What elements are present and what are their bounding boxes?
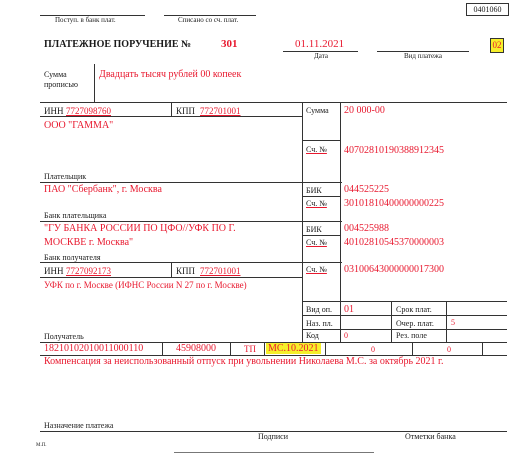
purpose-text: Компенсация за неиспользованный отпуск при увольнении Николаева М.С. за октябрь 2021 г. <box>44 356 444 367</box>
payer-bank-label: Банк плательщика <box>44 211 107 220</box>
column-divider-right <box>340 102 341 342</box>
form-code-box <box>466 3 509 16</box>
payee-bank-acct-label: Сч. № <box>306 238 327 247</box>
payee-bik-line <box>302 235 340 236</box>
payer-label: Плательщик <box>44 172 87 181</box>
oktmo-field[interactable]: 45908000 <box>176 343 216 354</box>
mp-label: М.П. <box>36 443 47 448</box>
payee-name: УФК по г. Москве (ИФНС России N 27 по г. Москве) <box>44 280 247 290</box>
basis-field[interactable]: ТП <box>244 344 256 354</box>
payer-bank-name: ПАО "Сбербанк", г. Москва <box>44 184 162 195</box>
order-label: Очер. плат. <box>396 319 434 328</box>
signatures-label: Подписи <box>258 432 289 441</box>
payee-bank-label: Банк получателя <box>44 253 101 262</box>
document-title: ПЛАТЕЖНОЕ ПОРУЧЕНИЕ № <box>44 39 192 50</box>
sum-row-line <box>302 140 340 141</box>
payee-bank-name-line2: МОСКВЕ г. Москва" <box>44 237 134 248</box>
payer-bank-corr-account: 30101810400000000225 <box>344 198 444 209</box>
doc-number-field[interactable]: 0 <box>371 345 375 354</box>
tax-div-4 <box>325 342 326 355</box>
payee-bank-corr-account: 40102810545370000003 <box>344 237 444 248</box>
order-value: 5 <box>451 318 455 327</box>
payee-bank-bik: 004525988 <box>344 223 389 234</box>
tax-div-2 <box>230 342 231 355</box>
grid-line-1 <box>40 102 507 103</box>
tax-div-6 <box>482 342 483 355</box>
payee-kpp: 772701001 <box>200 266 241 276</box>
payee-inn-row-line <box>40 277 302 278</box>
inn-kpp-divider <box>171 102 172 116</box>
tax-div-1 <box>162 342 163 355</box>
received-label: Поступ. в банк плат. <box>55 16 116 24</box>
tax-div-3 <box>264 342 265 355</box>
column-divider-left <box>302 102 303 342</box>
payer-bank-bik-label: БИК <box>306 186 322 195</box>
inn-row-line <box>40 116 302 117</box>
payer-bik-line <box>302 196 340 197</box>
payee-bank-name-line1: "ГУ БАНКА РОССИИ ПО ЦФО//УФК ПО Г. <box>44 223 236 234</box>
sum-label: Сумма <box>306 106 329 115</box>
purpose-code-label: Наз. пл. <box>306 319 333 328</box>
amount-words-divider <box>94 64 95 102</box>
amount-words-label: Сумма прописью <box>44 70 79 89</box>
doc-date-field[interactable]: 0 <box>447 345 451 354</box>
payee-kpp-label: КПП <box>176 266 196 276</box>
payer-acct-label: Сч. № <box>306 145 327 154</box>
signature-line <box>174 452 374 453</box>
grid-line-4 <box>40 262 342 263</box>
document-number: 301 <box>221 38 238 50</box>
payee-label: Получатель <box>44 332 84 341</box>
payee-inn: 7727092173 <box>66 266 111 276</box>
form-code: 0401060 <box>473 5 502 14</box>
payer-inn: 7727098760 <box>66 106 111 116</box>
tax-period-field[interactable]: МС.10.2021 <box>268 343 319 354</box>
grid-line-2 <box>40 182 342 183</box>
payee-account: 03100643000000017300 <box>344 264 444 275</box>
purpose-label: Назначение платежа <box>44 421 114 430</box>
payer-inn-label: ИНН <box>44 106 64 116</box>
debited-label: Списано со сч. плат. <box>178 16 239 24</box>
sum-value: 20 000-00 <box>344 105 385 116</box>
grid-line-3 <box>40 221 342 222</box>
op-row-line-2 <box>302 329 507 330</box>
date-label: Дата <box>314 52 328 60</box>
amount-words-value: Двадцать тысяч рублей 00 копеек <box>99 69 242 80</box>
status-field[interactable] <box>490 38 504 53</box>
reserve-label: Рез. поле <box>396 331 427 340</box>
bank-marks-label: Отметки банка <box>405 432 456 441</box>
payer-name: ООО "ГАММА" <box>44 120 114 131</box>
code-value: 0 <box>344 331 348 340</box>
term-label: Срок плат. <box>396 305 432 314</box>
op-row-line-1 <box>302 315 507 316</box>
code-label: Код <box>306 331 319 340</box>
document-date: 01.11.2021 <box>295 38 345 50</box>
op-top-line <box>302 301 507 302</box>
payee-inn-label: ИНН <box>44 266 64 276</box>
payee-bank-bik-label: БИК <box>306 225 322 234</box>
payer-bank-bik: 044525225 <box>344 184 389 195</box>
payer-bank-acct-label: Сч. № <box>306 199 327 208</box>
op-divider-1 <box>391 301 392 342</box>
status-value: 02 <box>492 40 502 50</box>
payee-acct-label: Сч. № <box>306 265 327 274</box>
tax-div-5 <box>412 342 413 355</box>
op-divider-2 <box>446 301 447 342</box>
payment-type-label: Вид платежа <box>404 52 443 60</box>
kbk-field[interactable]: 18210102010011000110 <box>44 343 144 354</box>
payer-kpp: 772701001 <box>200 106 241 116</box>
payer-kpp-label: КПП <box>176 106 196 116</box>
op-type-label: Вид оп. <box>306 305 332 314</box>
payer-inn-divider-2 <box>171 263 172 277</box>
op-type-value: 01 <box>344 304 354 315</box>
payer-account: 40702810190388912345 <box>344 145 444 156</box>
